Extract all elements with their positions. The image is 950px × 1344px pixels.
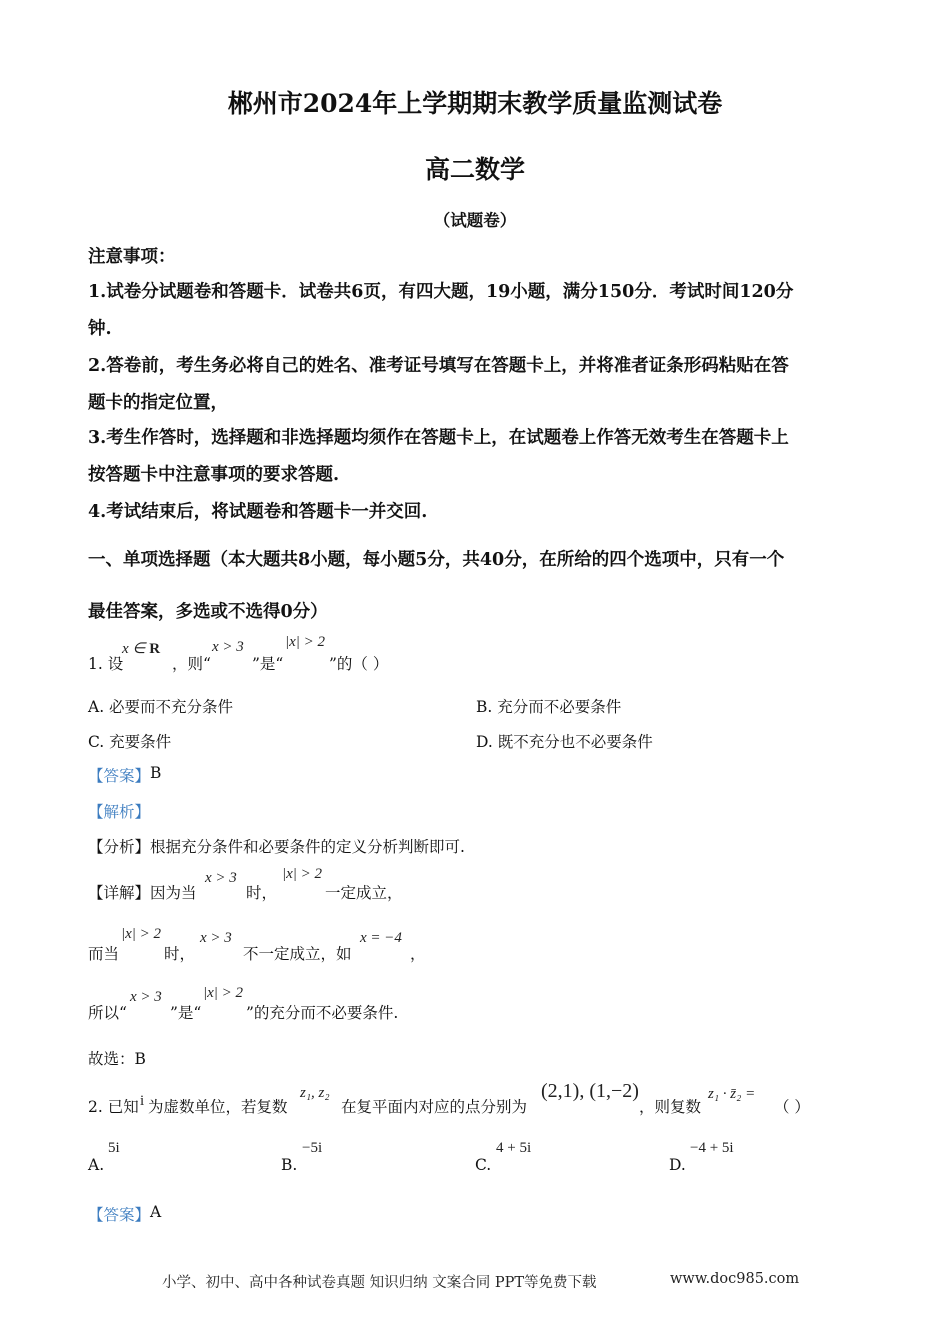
notice-heading: 注意事项： — [88, 247, 176, 267]
notice-item-3-cont: 按答题卡中注意事项的要求答题. — [88, 465, 340, 485]
q2-option-c-label: C. — [475, 1156, 492, 1174]
q1-detail-math: |x| > 2 — [121, 926, 162, 942]
q1-option-d: D. 既不充分也不必要条件 — [476, 733, 653, 751]
q1-detail-math: |x| > 2 — [203, 985, 244, 1001]
q2-option-b-label: B. — [281, 1156, 298, 1174]
q1-option-b: B. 充分而不必要条件 — [476, 698, 622, 716]
q1-math-abs-x-gt-2: |x| > 2 — [285, 634, 326, 650]
q1-fenxi: 【分析】根据充分条件和必要条件的定义分析判断即可. — [88, 838, 465, 856]
q1-detail-math: x > 3 — [200, 930, 232, 946]
section-heading-cont: 最佳答案，多选或不选得0分） — [88, 602, 328, 622]
q2-stem-part: ，则复数 — [639, 1098, 702, 1116]
q2-stem-part: （ ） — [774, 1098, 810, 1116]
q2-option-c-value: 4 + 5i — [496, 1140, 532, 1156]
q1-answer-tag: 【答案】 — [88, 767, 151, 785]
q1-detail-text: ， — [410, 945, 426, 963]
q1-option-a: A. 必要而不充分条件 — [88, 698, 234, 716]
q1-detail-text: ”是“ — [170, 1004, 202, 1022]
q1-detail-text: 一定成立， — [325, 884, 403, 902]
subject-title: 高二数学 — [424, 155, 525, 184]
q1-conclusion: 故选：B — [88, 1050, 146, 1068]
q2-stem-part: 2. 已知 — [88, 1098, 139, 1116]
q1-detail-text: ”的充分而不必要条件. — [246, 1004, 399, 1022]
footer-text: 小学、初中、高中各种试卷真题 知识归纳 文案合同 PPT等免费下载 — [162, 1275, 597, 1291]
q1-stem-part: ”的（ ） — [329, 655, 389, 673]
q1-math-x-in: x ∈ — [122, 641, 150, 657]
notice-item-2: 2.答卷前，考生务必将自己的姓名、准考证号填写在答题卡上，并将准者证条形码粘贴在答 — [88, 356, 789, 376]
q1-option-c: C. 充要条件 — [88, 733, 172, 751]
paper-type: （试题卷） — [433, 211, 517, 230]
q1-detail-math: x > 3 — [130, 989, 162, 1005]
q2-stem-part: 在复平面内对应的点分别为 — [341, 1098, 528, 1116]
q2-math-points: (2,1), (1,−2) — [541, 1080, 639, 1102]
q2-option-d-value: −4 + 5i — [690, 1140, 734, 1156]
q2-stem-part: 为虚数单位，若复数 — [148, 1098, 288, 1116]
q1-detail-math: x = −4 — [360, 930, 402, 946]
q1-stem-part: ，则“ — [172, 655, 211, 673]
q1-detail-text: 【详解】因为当 — [88, 884, 197, 902]
q1-stem-part: ”是“ — [252, 655, 284, 673]
footer-url[interactable]: www.doc985.com — [670, 1271, 800, 1287]
section-heading: 一、单项选择题（本大题共8小题，每小题5分，共40分，在所给的四个选项中，只有一个 — [88, 550, 785, 570]
q1-detail-text: 而当 — [88, 945, 120, 963]
notice-item-1: 1.试卷分试题卷和答题卡．试卷共6页，有四大题，19小题，满分150分．考试时间120分 — [88, 282, 794, 302]
q1-math-condition — [122, 639, 160, 658]
q1-math-real-set: R — [149, 641, 161, 657]
q1-detail-text: 不一定成立，如 — [243, 945, 352, 963]
q1-analysis-tag: 【解析】 — [88, 803, 151, 821]
notice-item-4: 4.考试结束后，将试题卷和答题卡一并交回. — [88, 502, 428, 522]
notice-item-1-cont: 钟. — [88, 319, 112, 339]
q2-answer: A — [150, 1203, 162, 1221]
q2-math-expr: z₁ · z̄₂ = — [708, 1086, 756, 1102]
q1-stem-part: 1. 设 — [88, 655, 124, 673]
q1-detail-text: 时， — [246, 884, 278, 902]
q2-option-a-value: 5i — [108, 1140, 120, 1156]
q2-math-i: i — [140, 1093, 145, 1109]
q1-detail-text: 时， — [164, 945, 196, 963]
q2-option-b-value: −5i — [302, 1140, 323, 1156]
notice-item-3: 3.考生作答时，选择题和非选择题均须作在答题卡上，在试题卷上作答无效考生在答题卡上 — [88, 428, 789, 448]
page-title: 郴州市2024年上学期期末教学质量监测试卷 — [227, 89, 723, 118]
q2-answer-tag: 【答案】 — [88, 1206, 151, 1224]
q2-option-a-label: A. — [88, 1156, 105, 1174]
q1-math-x-gt-3: x > 3 — [212, 639, 244, 655]
q2-option-d-label: D. — [669, 1156, 686, 1174]
q1-detail-math: |x| > 2 — [282, 866, 323, 882]
q2-math-z: z₁, z₂ — [300, 1085, 330, 1101]
q1-detail-text: 所以“ — [88, 1004, 127, 1022]
notice-item-2-cont: 题卡的指定位置， — [88, 393, 228, 413]
q1-answer: B — [150, 764, 162, 782]
q1-detail-math: x > 3 — [205, 870, 237, 886]
